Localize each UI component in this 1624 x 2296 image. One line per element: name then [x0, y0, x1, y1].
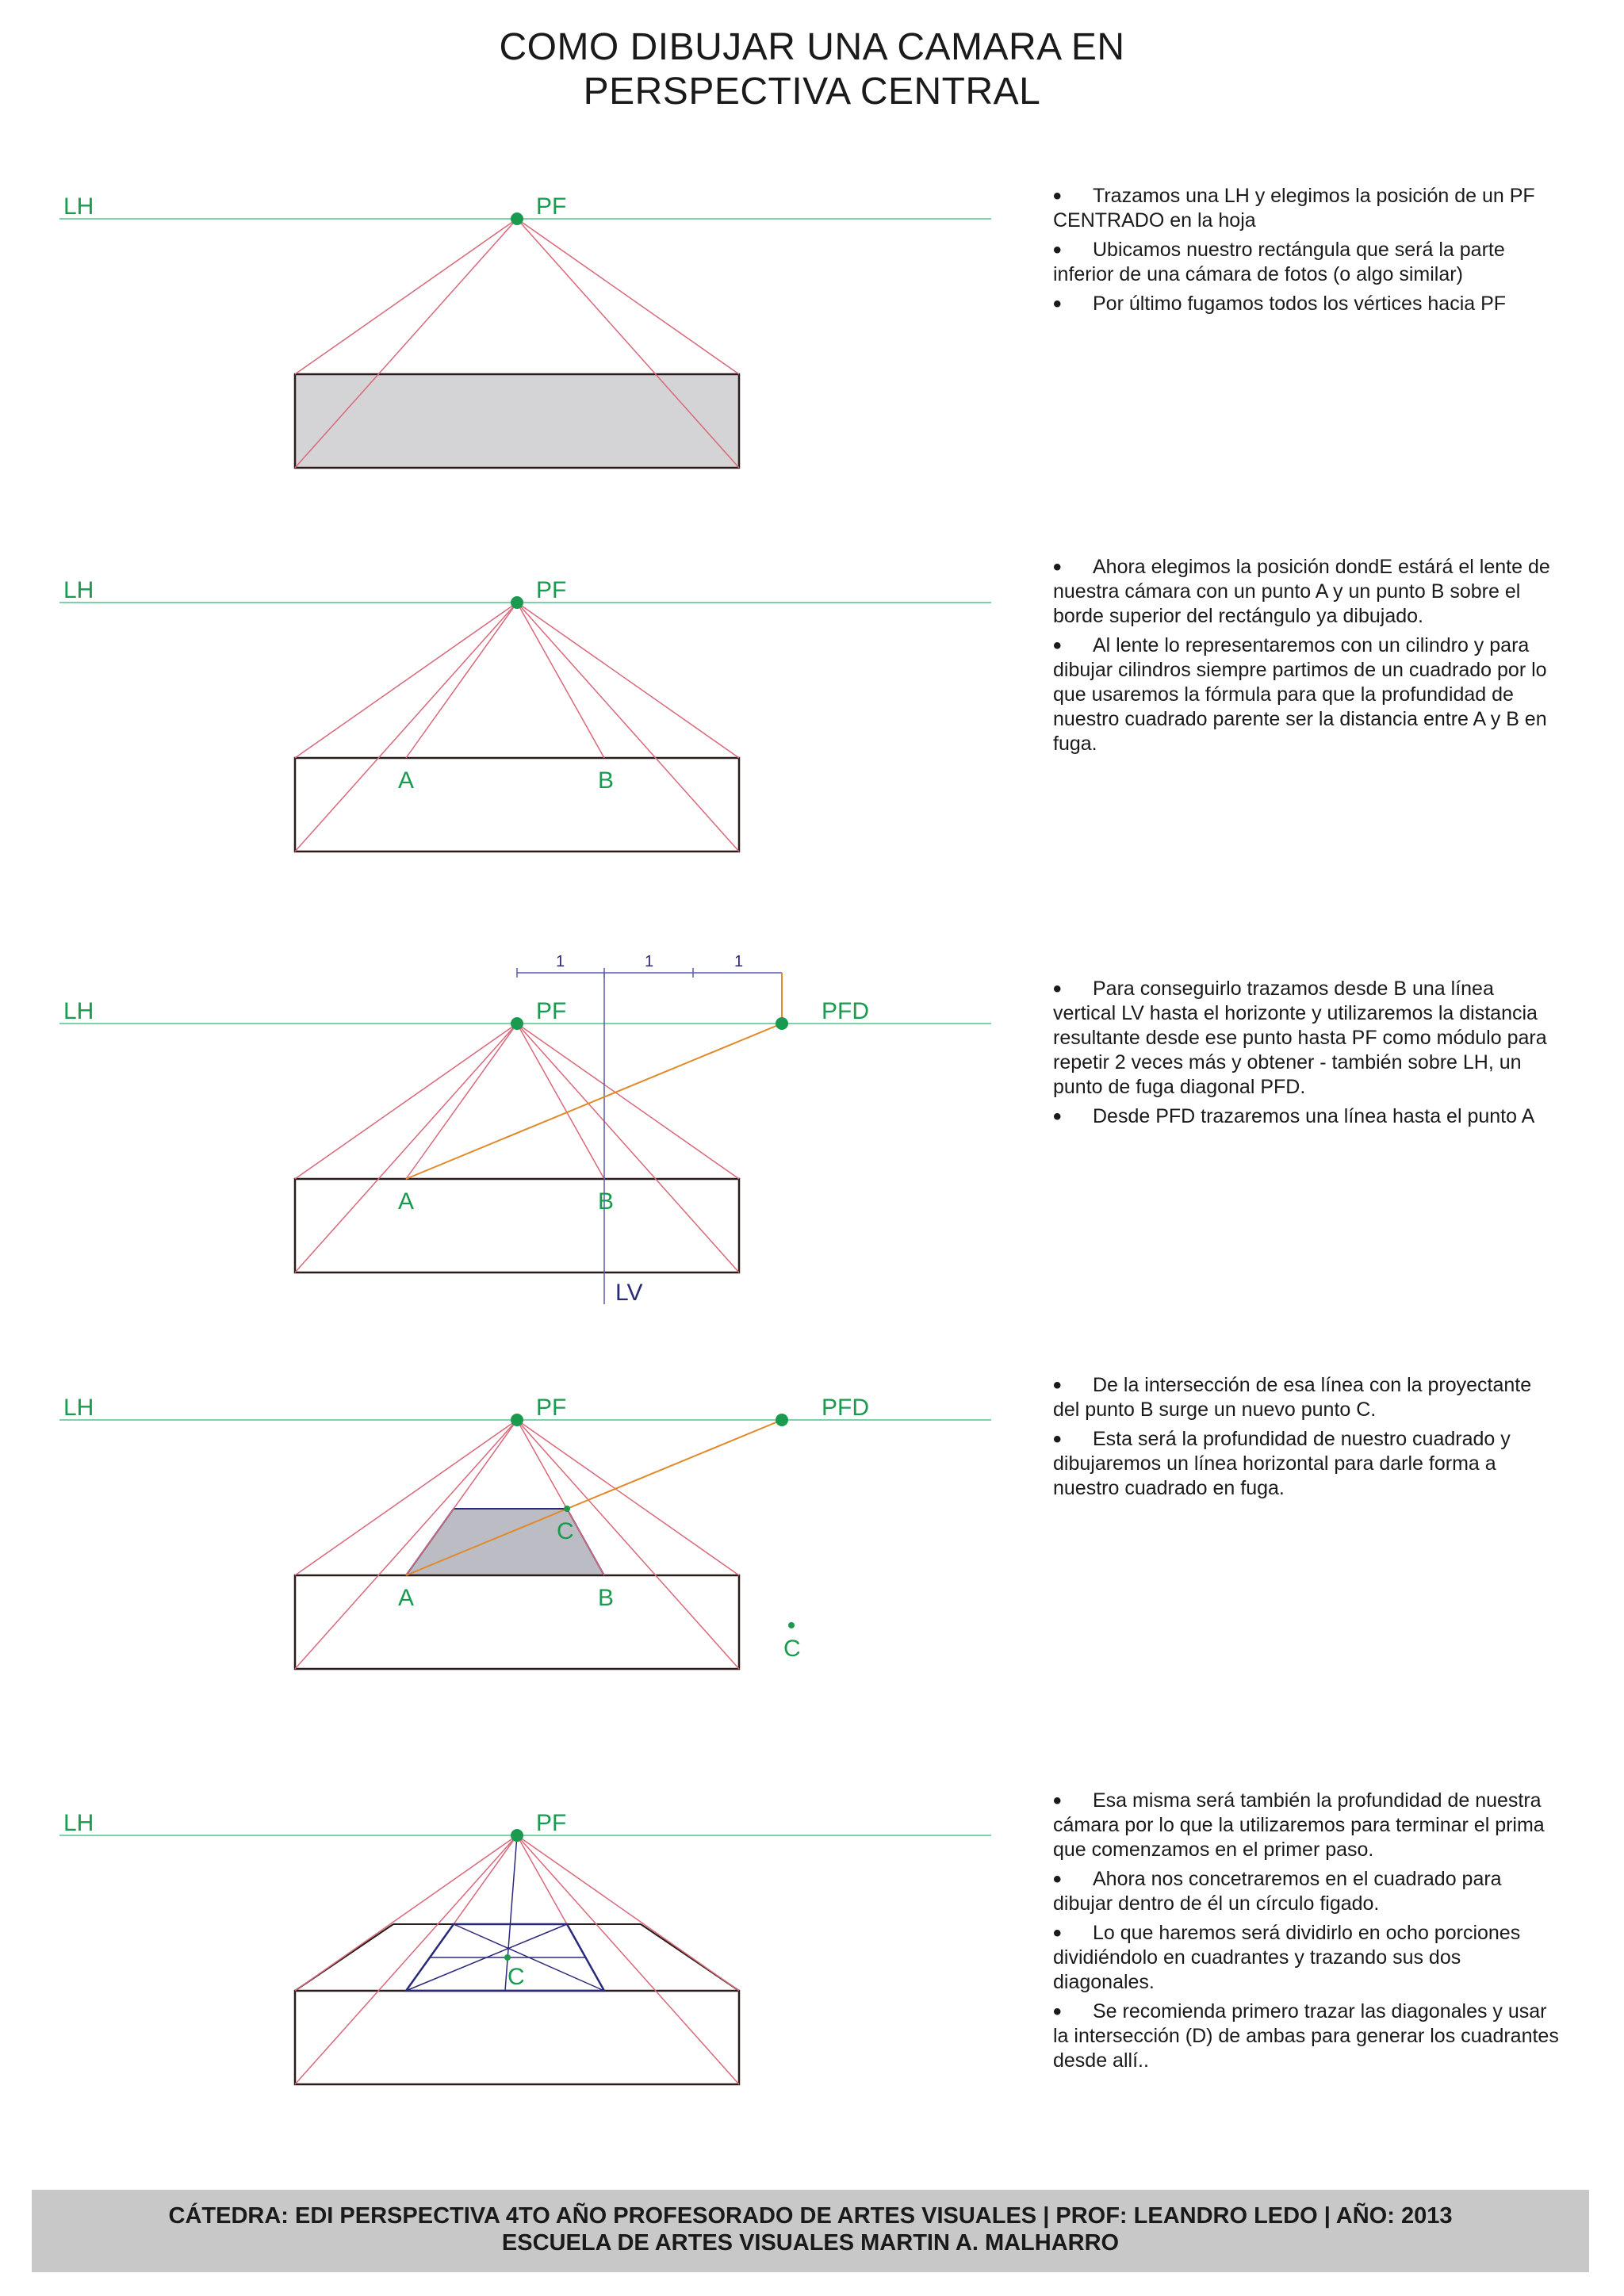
pfd-to-a-line [406, 1024, 782, 1179]
point-a-label: A [398, 1188, 415, 1215]
note-item: • Para conseguirlo trazamos desde B una línea vertical LV hasta el horizonte y utilizaremos la distancia resultante desde ese punto hasta PF como módulo para repetir 2 veces más y obtener - también sobre LH, un punto de fuga diagonal PFD. [1053, 977, 1561, 1100]
pf-label: PF [536, 1395, 567, 1421]
pf-label: PF [536, 998, 567, 1024]
page-title [0, 25, 1624, 114]
lv-label: LV [615, 1280, 643, 1306]
step-4-svg [48, 1383, 1007, 1716]
point-c-label: C [557, 1518, 574, 1544]
pfd-label: PFD [822, 1395, 869, 1421]
point-c-label: C [508, 1964, 525, 1990]
footer-line-2: ESCUELA DE ARTES VISUALES MARTIN A. MALHARRO [501, 2230, 1120, 2256]
point-b-label: B [598, 767, 615, 794]
module-label: 1 [645, 953, 654, 970]
pf-label: PF [536, 1810, 567, 1836]
lens-square [406, 1509, 604, 1575]
pf-label: PF [536, 193, 567, 220]
projector-line [295, 1835, 517, 2084]
pfd-dot [776, 1017, 788, 1030]
camera-base-rect [295, 1991, 739, 2084]
camera-base-rect [295, 758, 739, 851]
camera-base-rect [295, 374, 739, 468]
title-line-1: COMO DIBUJAR UNA CAMARA EN [499, 26, 1125, 68]
pfd-dot [776, 1414, 788, 1426]
projector-line [517, 1835, 739, 2084]
projector-line [517, 219, 739, 374]
lh-label: LH [63, 1810, 94, 1836]
title-line-2: PERSPECTIVA CENTRAL [583, 71, 1041, 113]
step-2-drawing [48, 566, 1007, 962]
note-item: • Ahora elegimos la posición dondE estárá el lente de nuestra cámara con un punto A y un punto B sobre el borde superior del rectángulo ya dibujado. [1053, 555, 1561, 629]
point-a-label: A [398, 767, 415, 794]
projector-line-b [517, 603, 604, 758]
note-item: • Esta será la profundidad de nuestro cuadrado y dibujaremos un línea horizontal para darle forma a nuestro cuadrado en fuga. [1053, 1427, 1561, 1501]
projector-line-a [406, 603, 517, 758]
step-4-drawing [48, 1383, 1007, 1780]
projector-line [517, 603, 739, 758]
lh-label: LH [63, 577, 94, 603]
projector-line [295, 603, 517, 851]
vanishing-point-dot [511, 1829, 523, 1842]
projector-line [517, 1024, 739, 1179]
note-item: • Lo que haremos será dividirlo en ocho porciones dividiéndolo en cuadrantes y trazando sus dos diagonales. [1053, 1921, 1561, 1995]
point-c-dot [564, 1506, 570, 1512]
vanishing-point-dot [511, 1414, 523, 1426]
step-2-notes [1053, 555, 1561, 761]
step-5-svg [48, 1799, 1007, 2132]
note-item: • Desde PFD trazaremos una línea hasta el punto A [1053, 1104, 1561, 1129]
lh-label: LH [63, 193, 94, 220]
projector-line [517, 603, 739, 851]
camera-base-rect [295, 1575, 739, 1669]
pf-label: PF [536, 577, 567, 603]
step-2-svg [48, 566, 1007, 883]
module-label: 1 [556, 953, 565, 970]
lh-label: LH [63, 1395, 94, 1421]
step-5-drawing [48, 1799, 1007, 2195]
note-item: • Por último fugamos todos los vértices hacia PF [1053, 292, 1561, 316]
note-item: • Se recomienda primero trazar las diagonales y usar la intersección (D) de ambas para generar los cuadrantes desde allí.. [1053, 1999, 1561, 2073]
pfd-label: PFD [822, 998, 869, 1024]
step-1-notes [1053, 184, 1561, 321]
step-3-drawing [48, 953, 1007, 1383]
step-3-svg [48, 953, 1007, 1328]
center-point-dot [504, 1954, 511, 1961]
pfd-to-a-line [406, 1420, 782, 1575]
lh-label: LH [63, 998, 94, 1024]
note-item: • Ahora nos concetraremos en el cuadrado para dibujar dentro de él un círculo figado. [1053, 1867, 1561, 1916]
step-4-notes [1053, 1373, 1561, 1506]
footer-line-1: CÁTEDRA: EDI PERSPECTIVA 4TO AÑO PROFESORADO DE ARTES VISUALES | PROF: LEANDRO LEDO | AÑO: 2013 [168, 2203, 1453, 2229]
step-1-drawing [48, 182, 1007, 579]
module-label: 1 [734, 953, 744, 970]
point-b-label: B [598, 1188, 615, 1215]
note-item: • Esa misma será también la profundidad de nuestra cámara por lo que la utilizaremos para terminar el prima que comenzamos en el primer paso. [1053, 1789, 1561, 1862]
projector-line-b [517, 1024, 604, 1179]
projector-line [295, 1024, 517, 1179]
point-b-label: B [598, 1585, 615, 1611]
vanishing-point-dot [511, 212, 523, 225]
projector-line [295, 219, 517, 374]
point-c-dot [788, 1622, 795, 1628]
point-a-label: A [398, 1585, 415, 1611]
step-5-notes [1053, 1789, 1561, 2078]
vanishing-point-dot [511, 1017, 523, 1030]
note-item: • Trazamos una LH y elegimos la posición de un PF CENTRADO en la hoja [1053, 184, 1561, 233]
step-3-notes [1053, 977, 1561, 1134]
projector-line [295, 603, 517, 758]
footer-credits [32, 2190, 1589, 2272]
step-1-svg [48, 182, 1007, 499]
point-c-label: C [783, 1636, 801, 1662]
projector-line [295, 1835, 517, 1991]
projector-line [295, 1024, 517, 1272]
projector-line [517, 1024, 739, 1272]
camera-base-rect [295, 1179, 739, 1272]
note-item: • Ubicamos nuestro rectángula que será la parte inferior de una cámara de fotos (o algo similar) [1053, 238, 1561, 287]
note-item: • Al lente lo representaremos con un cilindro y para dibujar cilindros siempre partimos de un cuadrado por lo que usaremos la fórmula para que la profundidad de nuestro cuadrado parente ser la distancia entre A y B en fuga. [1053, 633, 1561, 756]
note-item: • De la intersección de esa línea con la proyectante del punto B surge un nuevo punto C. [1053, 1373, 1561, 1422]
vanishing-point-dot [511, 596, 523, 609]
